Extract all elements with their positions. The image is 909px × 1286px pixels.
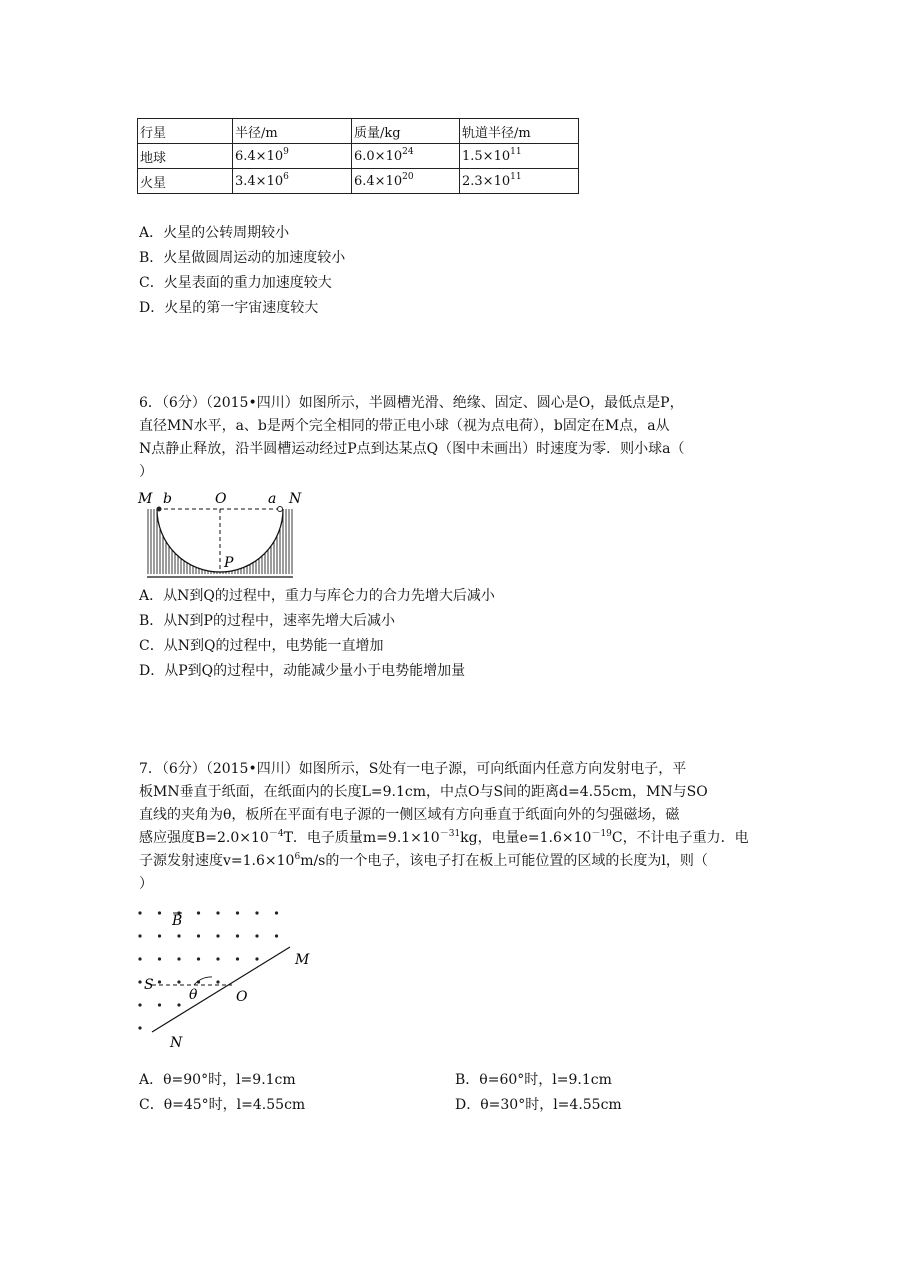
table-header-row [138, 119, 579, 144]
field-dot [216, 934, 219, 937]
semicircle-groove-diagram [135, 485, 305, 580]
question-line: 子源发射速度$v=1.6\times 10^6m/s$的一个电子，该电子打在板上可能位置的区域的长度为l，则（ [139, 852, 708, 869]
planet-table [137, 118, 579, 194]
option-d: D．火星的第一宇宙速度较大 [139, 300, 319, 316]
question-line: 感应强度$B=2.0\times 10^{-4}T$．电子质量$m=9.1\times 10^{-31}kg$，电量$e=1.6\times 10^{-19}C$，不计电子重力．电 [139, 829, 749, 846]
question-line: 直线的夹角为θ，板所在平面有电子源的一侧区域有方向垂直于纸面向外的匀强磁场，磁 [139, 807, 680, 823]
field-dot [197, 957, 200, 960]
field-dot [138, 934, 141, 937]
table-cell: $3.4\times 10^6$ [233, 169, 352, 194]
label-n: N [170, 1035, 183, 1051]
field-dot [158, 911, 161, 914]
label-p: P [224, 555, 234, 571]
field-dot [177, 980, 180, 983]
label-s: S [144, 977, 154, 993]
field-dot [197, 934, 200, 937]
label-n: N [289, 491, 302, 507]
option-c: C．从N到Q的过程中，电势能一直增加 [139, 638, 384, 654]
label-o: O [236, 989, 248, 1005]
field-dot [158, 934, 161, 937]
question-line: 直径MN水平，a、b是两个完全相同的带正电小球（视为点电荷），b固定在M点，a从 [139, 418, 670, 434]
option-a: A．火星的公转周期较小 [139, 225, 290, 241]
field-dot [216, 957, 219, 960]
field-dot [177, 957, 180, 960]
field-dot [197, 911, 200, 914]
question-line: 7．（6分）（2015•四川）如图所示，S处有一电子源，可向纸面内任意方向发射电子，平 [139, 761, 687, 777]
field-dot [236, 957, 239, 960]
field-dot [275, 934, 278, 937]
label-a: a [268, 491, 277, 507]
table-cell: 地球 [138, 144, 233, 169]
label-theta: θ [189, 987, 198, 1003]
field-dot [177, 1003, 180, 1006]
table-header: 行星 [138, 119, 233, 144]
question-line: 板MN垂直于纸面，在纸面内的长度L=9.1cm，中点O与S间的距离d=4.55cm，MN与SO [139, 784, 708, 800]
question-7 [139, 758, 779, 896]
field-dot [255, 934, 258, 937]
question-line: 6．（6分）（2015•四川）如图所示，半圆槽光滑、绝缘、固定、圆心是O，最低点是P， [139, 395, 684, 411]
option-b: B．火星做圆周运动的加速度较小 [139, 250, 346, 266]
field-dot [255, 957, 258, 960]
field-dot [236, 934, 239, 937]
field-dot [236, 911, 239, 914]
option-a: A．θ=90°时，l=9.1cm [139, 1072, 296, 1088]
label-b-field: B [172, 913, 183, 929]
option-b: B．从N到P的过程中，速率先增大后减小 [139, 613, 395, 629]
field-dot [216, 911, 219, 914]
magnetic-field-diagram [132, 905, 322, 1055]
question-6 [139, 392, 779, 484]
table-cell: $6.4\times 10^{20}$ [352, 169, 460, 194]
field-dot [158, 980, 161, 983]
table-cell: 火星 [138, 169, 233, 194]
option-c: C．θ=45°时，l=4.55cm [139, 1097, 306, 1113]
label-o: O [215, 491, 227, 507]
field-dot [255, 911, 258, 914]
field-dot [138, 957, 141, 960]
field-dot [275, 911, 278, 914]
table-cell: $2.3\times 10^{11}$ [460, 169, 579, 194]
question-line: N点静止释放，沿半圆槽运动经过P点到达某点Q（图中未画出）时速度为零．则小球a（ [139, 441, 685, 457]
table-cell: $6.4\times 10^9$ [233, 144, 352, 169]
field-dot [138, 980, 141, 983]
option-a: A．从N到Q的过程中，重力与库仑力的合力先增大后减小 [139, 588, 495, 604]
table-header: 轨道半径/m [460, 119, 579, 144]
field-dot [138, 911, 141, 914]
field-dot [138, 1026, 141, 1029]
option-c: C．火星表面的重力加速度较大 [139, 275, 332, 291]
field-dot [158, 957, 161, 960]
label-m: M [138, 491, 153, 507]
table-cell: $6.0\times 10^{24}$ [352, 144, 460, 169]
field-dot [158, 1003, 161, 1006]
label-m: M [295, 952, 310, 968]
option-b: B．θ=60°时，l=9.1cm [455, 1072, 612, 1088]
field-dot [138, 1003, 141, 1006]
label-b: b [163, 491, 172, 507]
question-line: ） [139, 464, 153, 480]
option-d: D．从P到Q的过程中，动能减少量小于电势能增加量 [139, 663, 466, 679]
field-dot [177, 934, 180, 937]
field-dot [216, 980, 219, 983]
table-row [138, 144, 579, 169]
table-header: 半径/m [233, 119, 352, 144]
table-cell: $1.5\times 10^{11}$ [460, 144, 579, 169]
table-header: 质量/kg [352, 119, 460, 144]
option-d: D．θ=30°时，l=4.55cm [455, 1097, 622, 1113]
question-line: ） [139, 876, 153, 892]
table-row [138, 169, 579, 194]
